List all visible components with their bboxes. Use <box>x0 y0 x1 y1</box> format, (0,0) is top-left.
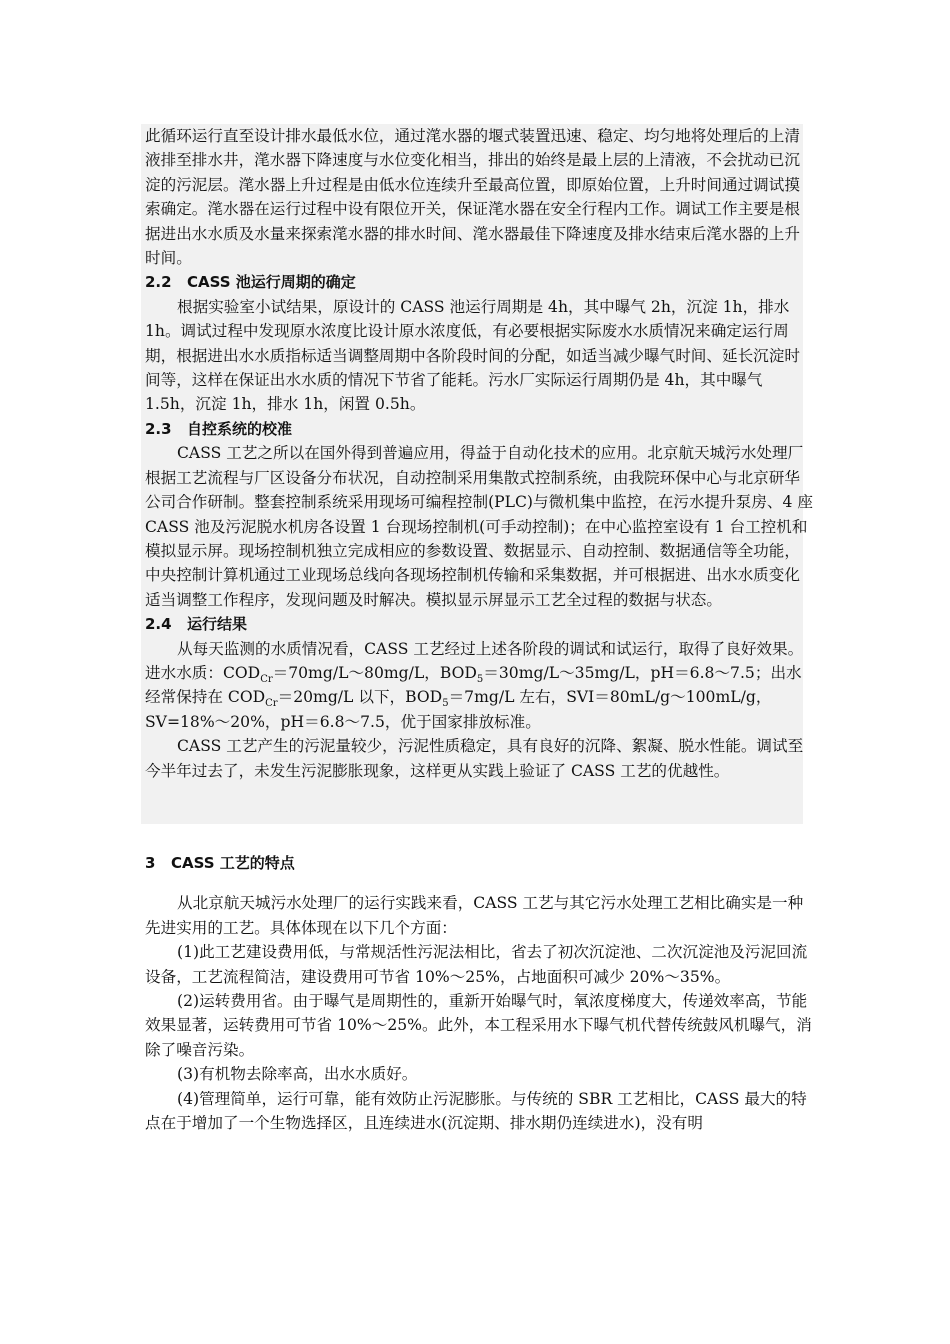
section-title: CASS 池运行周期的确定 <box>187 273 356 292</box>
document-page <box>145 124 813 1135</box>
paragraph-2-2: 根据实验室小试结果，原设计的 CASS 池运行周期是 4h，其中曝气 2h，沉淀 1h，排水 1h。调试过程中发现原水浓度比设计原水浓度低，有必要根据实际废水水质情况来确定运行周期，根据进出水水质指标适当调整周期中各阶段时间的分配，如适当减少曝气时间、延长沉淀时间等，这样在保证出水水质的情况下节省了能耗。污水厂实际运行周期仍是 4h，其中曝气 1.5h，沉淀 1h，排水 1h，闲置 0.5h。 <box>145 297 800 414</box>
paragraph-2-4-sludge: CASS 工艺产生的污泥量较少，污泥性质稳定，具有良好的沉降、絮凝、脱水性能。调试至今半年过去了，未发生污泥膨胀现象，这样更从实践上验证了 CASS 工艺的优越性。 <box>145 737 804 780</box>
text-run: 从每天监测的水质情况看，CASS 工艺经过上述各阶段的调试和试运行，取得了良好效果。进水水质：COD <box>145 639 804 682</box>
text-run: ＝70mg/L～80mg/L，BOD <box>272 663 477 682</box>
subscript: 5 <box>476 674 484 686</box>
section-number: 2.2 <box>145 273 172 292</box>
subscript: 5 <box>442 698 449 710</box>
paragraph-2-3: CASS 工艺之所以在国外得到普遍应用，得益于自动化技术的应用。北京航天城污水处理厂根据工艺流程与厂区设备分布状况，自动控制采用集散式控制系统，由我院环保中心与北京研华公司合作研制。整套控制系统采用现场可编程控制(PLC)与微机集中监控，在污水提升泵房、4 座 CASS 池及污泥脱水机房各设置 1 台现场控制机(可手动控制)；在中心监控室设有 1 台工控机和模拟显示屏。现场控制机独立完成相应的参数设置、数据显示、自动控制、数据通信等全功能，中央控制计算机通过工业现场总线向各现场控制机传输和采集数据，并可根据进、出水水质变化适当调整工作程序，发现问题及时解决。模拟显示屏显示工艺全过程的数据与状态。 <box>145 444 813 609</box>
text-run: ＝20mg/L 以下，BOD <box>277 688 443 707</box>
list-item-2: (2)运转费用省。由于曝气是周期性的，重新开始曝气时，氧浓度梯度大，传递效率高，节能效果显著，运转费用可节省 10%～25%。此外，本工程采用水下曝气机代替传统鼓风机曝气，消除了噪音污染。 <box>145 992 812 1059</box>
section-2-4-heading <box>145 612 813 636</box>
list-item-1: (1)此工艺建设费用低，与常规活性污泥法相比，省去了初次沉淀池、二次沉淀池及污泥回流设备，工艺流程简洁，建设费用可节省 10%～25%，占地面积可减少 20%～35%。 <box>145 943 808 986</box>
subscript: Cr <box>260 674 273 686</box>
section-title: 自控系统的校准 <box>187 419 293 438</box>
section-number: 2.3 <box>145 419 172 438</box>
list-item-3: (3)有机物去除率高，出水水质好。 <box>177 1065 418 1084</box>
subscript: Cr <box>265 698 278 710</box>
section-3-heading <box>145 851 813 875</box>
list-item-4: (4)管理简单，运行可靠，能有效防止污泥膨胀。与传统的 SBR 工艺相比，CASS 最大的特点在于增加了一个生物选择区，且连续进水(沉淀期、排水期仍连续进水)，没有明 <box>145 1089 807 1133</box>
paragraph-3: 从北京航天城污水处理厂的运行实践来看，CASS 工艺与其它污水处理工艺相比确实是一种先进实用的工艺。具体体现在以下几个方面： <box>145 894 804 937</box>
section-title: CASS 工艺的特点 <box>171 853 295 872</box>
text-run: ＝30mg/L～35mg/L，pH＝6.8～7.5；出水经常保持在 COD <box>145 663 802 707</box>
section-title: 运行结果 <box>187 615 248 634</box>
section-2-2-heading <box>145 270 813 294</box>
paragraph-2-4-results <box>145 637 813 735</box>
text-run: ＝7mg/L 左右，SVI＝80mL/g～100mL/g，SV=18%～20%，pH＝6.8～7.5，优于国家排放标准。 <box>145 688 772 731</box>
section-number: 3 <box>145 853 156 872</box>
section-number: 2.4 <box>145 615 172 634</box>
section-2-3-heading <box>145 417 813 441</box>
paragraph-intro: 此循环运行直至设计排水最低水位，通过滗水器的堰式装置迅速、稳定、均匀地将处理后的上清液排至排水井，滗水器下降速度与水位变化相当，排出的始终是最上层的上清液，不会扰动已沉淀的污泥层。滗水器上升过程是由低水位连续升至最高位置，即原始位置，上升时间通过调试摸索确定。滗水器在运行过程中设有限位开关，保证滗水器在安全行程内工作。调试工作主要是根据进出水水质及水量来探索滗水器的排水时间、滗水器最佳下降速度及排水结束后滗水器的上升时间。 <box>145 127 800 268</box>
